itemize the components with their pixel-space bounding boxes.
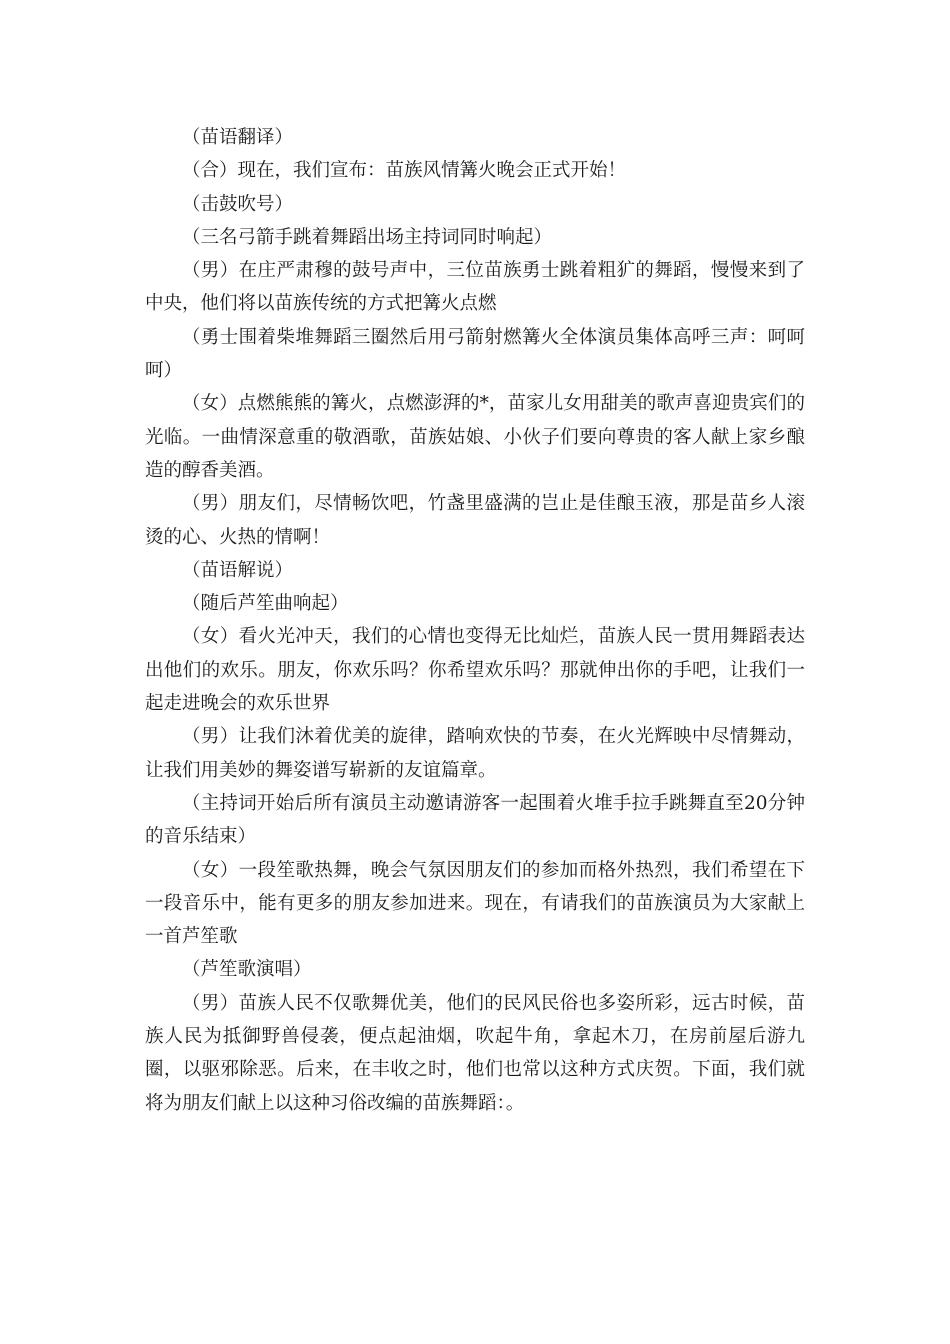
paragraph: （女）看火光冲天，我们的心情也变得无比灿烂，苗族人民一贯用舞蹈表达出他们的欢乐。朋友，你欢乐吗？你希望欢乐吗？那就伸出你的手吧，让我们一起走进晚会的欢乐世界 — [145, 626, 805, 715]
paragraph: （随后芦笙曲响起） — [182, 593, 349, 615]
paragraph: （男）朋友们，尽情畅饮吧，竹盏里盛满的岂止是佳酿玉液，那是苗乡人滚烫的心、火热的情啊！ — [145, 493, 805, 548]
paragraph: （芦笙歌演唱） — [182, 959, 312, 981]
paragraph: （男）让我们沐着优美的旋律，踏响欢快的节奏，在火光辉映中尽情舞动，让我们用美妙的舞姿谱写崭新的友谊篇章。 — [145, 726, 805, 781]
document-body — [145, 121, 805, 1120]
paragraph: （勇士围着柴堆舞蹈三圈然后用弓箭射燃篝火全体演员集体高呼三声：呵呵呵） — [145, 326, 805, 382]
paragraph: （男）苗族人民不仅歌舞优美，他们的民风民俗也多姿所彩，远古时候，苗族人民为抵御野兽侵袭，便点起油烟，吹起牛角，拿起木刀，在房前屋后游九圈，以驱邪除恶。后来，在丰收之时，他们也常以这种方式庆贺。下面，我们就将为朋友们献上以这种习俗改编的苗族舞蹈：。 — [145, 992, 805, 1114]
paragraph: （主持词开始后所有演员主动邀请游客一起围着火堆手拉手跳舞直至20分钟的音乐结束） — [145, 792, 805, 848]
paragraph: （女）一段笙歌热舞，晚会气氛因朋友们的参加而格外热烈，我们希望在下一段音乐中，能有更多的朋友参加进来。现在，有请我们的苗族演员为大家献上一首芦笙歌 — [145, 859, 805, 948]
paragraph: （苗语翻译） — [182, 127, 294, 148]
paragraph: （苗语解说） — [182, 559, 294, 581]
paragraph: （三名弓箭手跳着舞蹈出场主持词同时响起） — [182, 226, 553, 248]
paragraph: （女）点燃熊熊的篝火，点燃澎湃的*，苗家儿女用甜美的歌声喜迎贵宾们的光临。一曲情深意重的敬酒歌，苗族姑娘、小伙子们要向尊贵的客人献上家乡酿造的醇香美酒。 — [145, 393, 805, 481]
paragraph: （合）现在，我们宣布：苗族风情篝火晚会正式开始！ — [182, 160, 627, 182]
paragraph: （击鼓吹号） — [182, 193, 294, 215]
paragraph: （男）在庄严肃穆的鼓号声中，三位苗族勇士跳着粗犷的舞蹈，慢慢来到了中央，他们将以苗族传统的方式把篝火点燃 — [145, 260, 805, 315]
